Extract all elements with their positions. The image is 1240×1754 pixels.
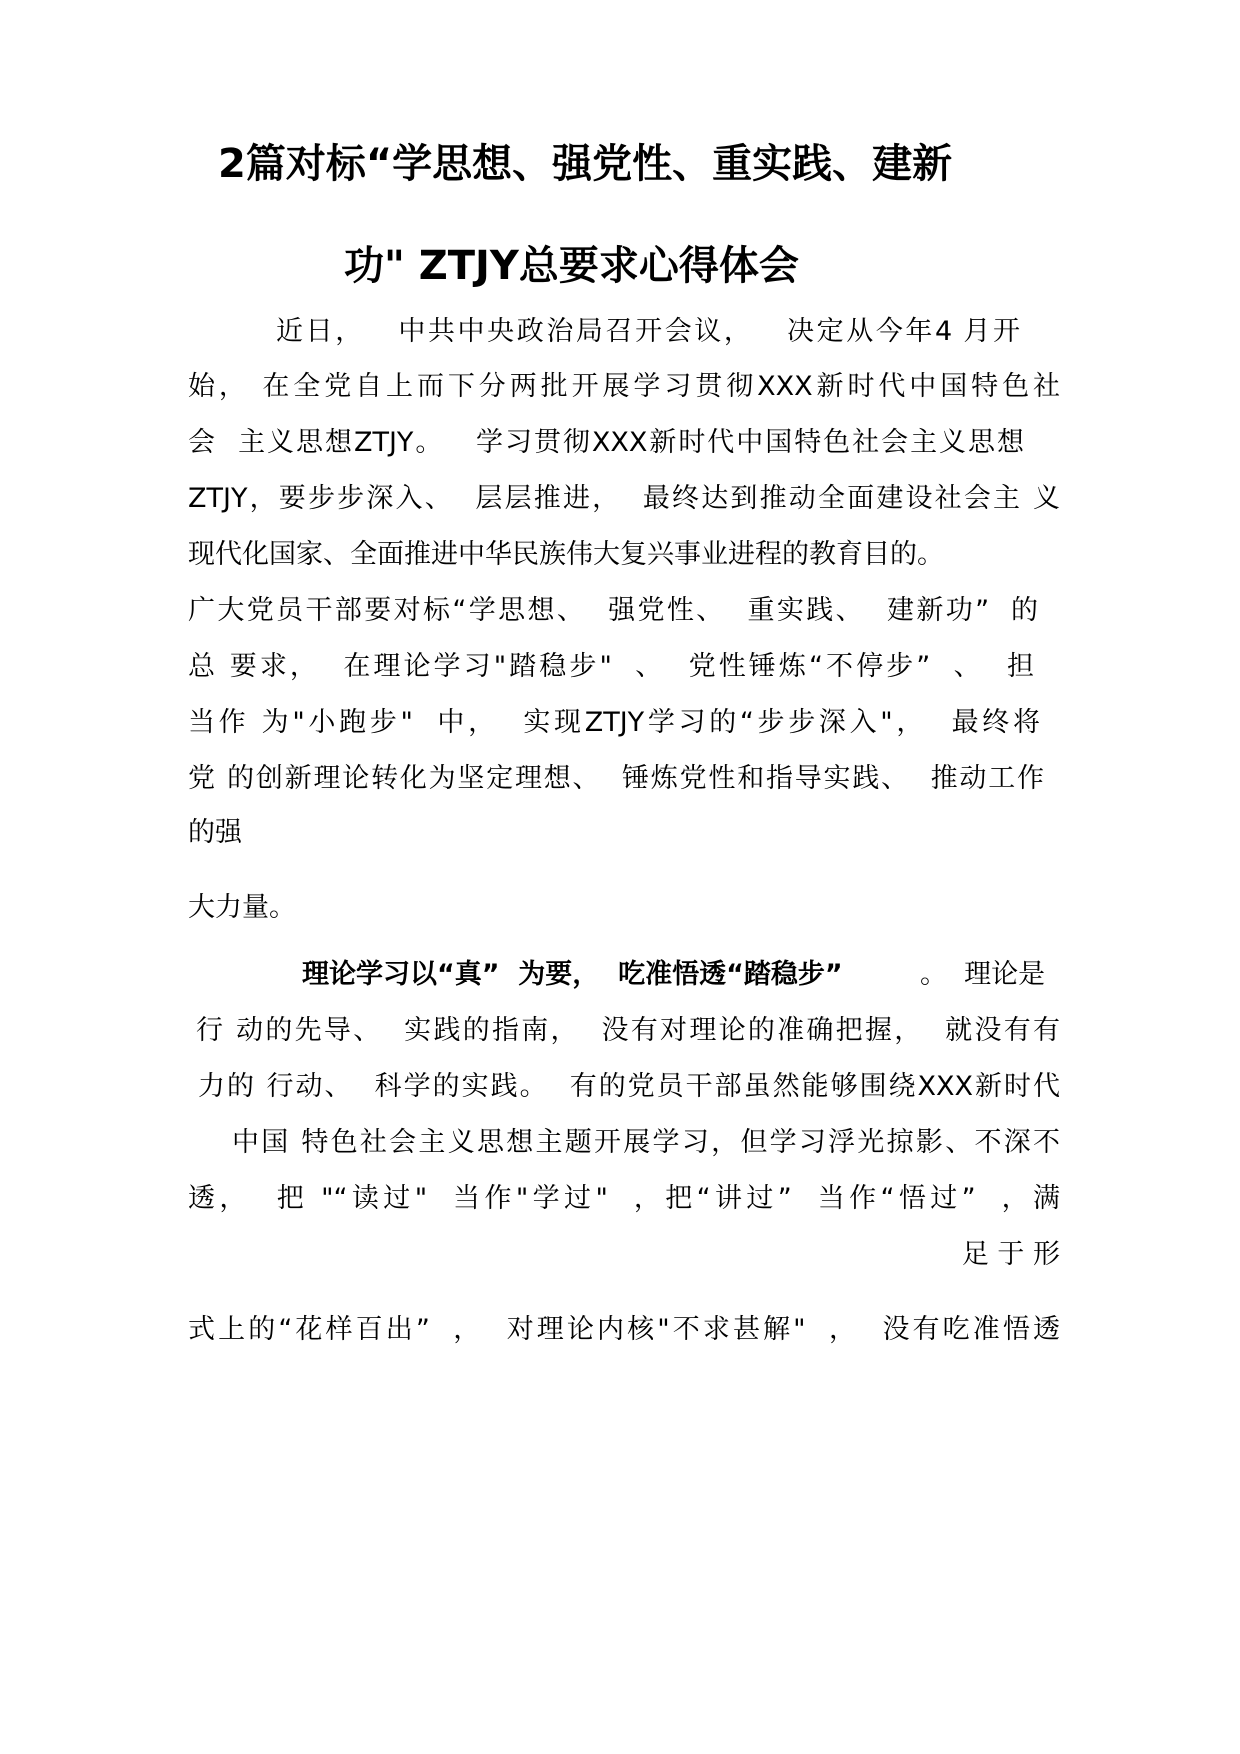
paragraph-line: 大力量。 bbox=[188, 892, 296, 923]
title-line-2: 功" ZTJY总要求心得体会 bbox=[344, 243, 799, 289]
paragraph-line: 中国 特色社会主义思想主题开展学习，但学习浮光掠影、不深不 bbox=[232, 1127, 1060, 1158]
paragraph-line: 行 动的先导、 实践的指南， 没有对理论的准确把握， 就没有有 bbox=[196, 1015, 1060, 1046]
paragraph-line: 广大党员干部要对标“学思想、 强党性、 重实践、 建新功” 的 bbox=[188, 595, 1038, 626]
paragraph-line: 式上的“花样百出” ， 对理论内核"不求甚解" ， 没有吃准悟透 bbox=[188, 1314, 1060, 1345]
paragraph-line: 始， 在全党自上而下分两批开展学习贯彻XXX新时代中国特色社 bbox=[188, 371, 1060, 402]
paragraph-line: 会 主义思想ZTJY。 学习贯彻XXX新时代中国特色社会主义思想 bbox=[188, 427, 1024, 458]
paragraph-line: 总 要求， 在理论学习"踏稳步" 、 党性锤炼“不停步” 、 担 bbox=[188, 651, 1034, 682]
paragraph-line: 当作 为"小跑步" 中， 实现ZTJY学习的“步步深入"， 最终将 bbox=[188, 707, 1040, 738]
paragraph-line: ZTJY，要步步深入、 层层推进， 最终达到推动全面建设社会主 义 bbox=[188, 483, 1060, 514]
section-heading: 理论学习以“真” 为要， 吃准悟透“踏稳步” bbox=[302, 959, 843, 990]
paragraph-line: 透， 把 "“读过" 当作"学过" ，把“讲过” 当作“悟过” ，满 bbox=[188, 1183, 1060, 1214]
paragraph-line: 党 的创新理论转化为坚定理想、 锤炼党性和指导实践、 推动工作 bbox=[188, 763, 1044, 794]
section-heading-tail: 。 理论是 bbox=[920, 959, 1046, 990]
paragraph-line: 的强 bbox=[188, 817, 242, 848]
paragraph-line: 力的 行动、 科学的实践。 有的党员干部虽然能够围绕XXX新时代 bbox=[198, 1071, 1060, 1102]
paragraph-line: 足 于 形 bbox=[961, 1239, 1060, 1270]
paragraph-line: 现代化国家、全面推进中华民族伟大复兴事业进程的教育目的。 bbox=[188, 539, 944, 570]
title-line-1: 2篇对标“学思想、强党性、重实践、建新 bbox=[218, 141, 953, 187]
paragraph-line: 近日， 中共中央政治局召开会议， 决定从今年4 月开 bbox=[276, 316, 1020, 347]
